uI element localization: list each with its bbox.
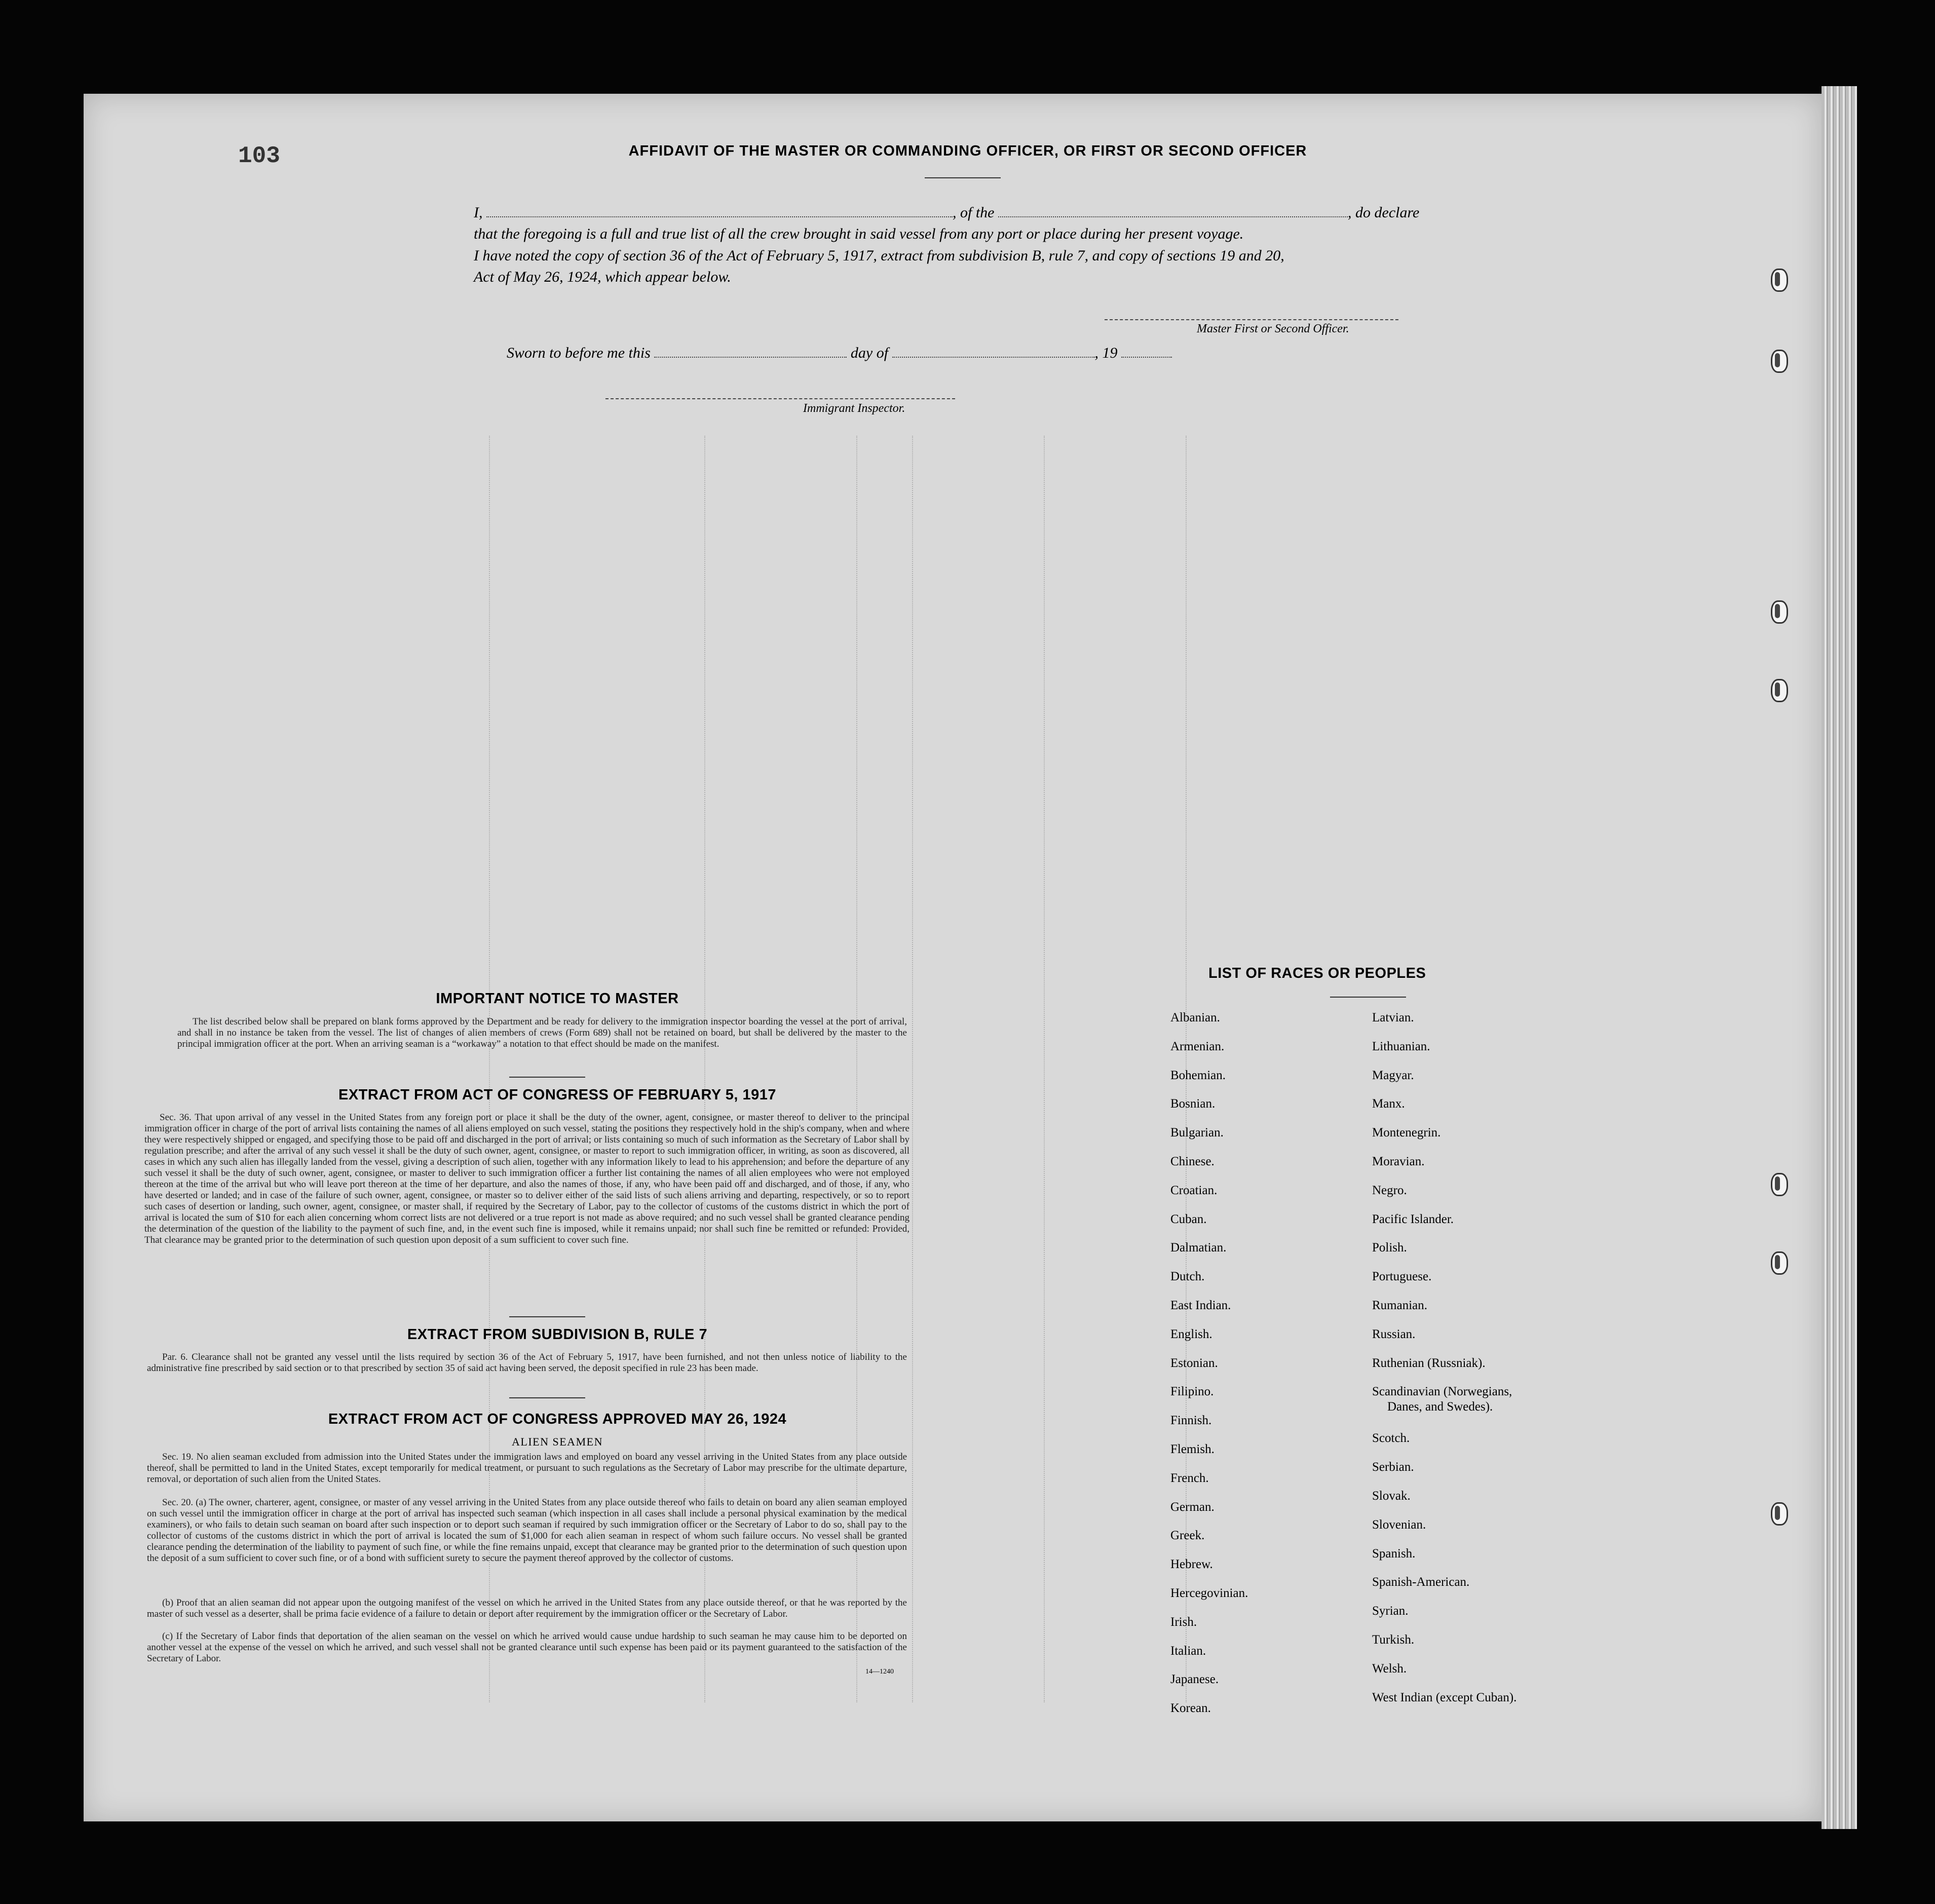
race-item: Scandinavian (Norwegians, [1372, 1385, 1512, 1399]
race-item: Chinese. [1170, 1155, 1215, 1168]
declaration-line-3: I have noted the copy of section 36 of the Act of February 5, 1917, extract from subdivision B, rule 7, and copy of sections 19 and 20, [474, 247, 1284, 264]
declaration-i: I, [474, 204, 483, 221]
punch-hole [1771, 1173, 1788, 1196]
name-blank [486, 204, 953, 217]
year-blank [1121, 345, 1172, 358]
alien-seamen-subtitle: ALIEN SEAMEN [512, 1435, 603, 1448]
bleed-through-rule [1044, 436, 1045, 1702]
divider [509, 1077, 585, 1078]
day-of-text: day of [850, 345, 889, 361]
declaration-declare: , do declare [1348, 204, 1420, 221]
race-item: Magyar. [1372, 1068, 1414, 1082]
declaration-line-4: Act of May 26, 1924, which appear below. [474, 269, 731, 285]
race-item: Pacific Islander. [1372, 1212, 1454, 1226]
race-item: Bohemian. [1170, 1068, 1226, 1082]
master-caption: Master First or Second Officer. [1197, 322, 1349, 335]
race-item: English. [1170, 1327, 1212, 1341]
race-item: Lithuanian. [1372, 1039, 1430, 1053]
punch-hole [1771, 350, 1788, 373]
race-item: Welsh. [1372, 1661, 1407, 1675]
race-item: Croatian. [1170, 1183, 1218, 1197]
sworn-line [507, 345, 1172, 362]
races-title: LIST OF RACES OR PEOPLES [1208, 965, 1426, 981]
race-item: Serbian. [1372, 1460, 1414, 1474]
race-item: Polish. [1372, 1241, 1407, 1255]
race-item: Estonian. [1170, 1356, 1218, 1370]
race-item: Dutch. [1170, 1270, 1205, 1284]
race-item: Scotch. [1372, 1431, 1410, 1445]
punch-hole [1771, 269, 1788, 292]
year-text: , 19 [1094, 345, 1118, 361]
day-blank [654, 345, 847, 358]
race-item: Cuban. [1170, 1212, 1207, 1226]
race-item: Danes, and Swedes). [1387, 1400, 1493, 1414]
race-item: Japanese. [1170, 1672, 1219, 1687]
race-item: Bosnian. [1170, 1097, 1216, 1111]
page-number: 103 [238, 143, 280, 169]
race-item: Irish. [1170, 1615, 1197, 1629]
page-edge [1822, 86, 1857, 1829]
vessel-blank [998, 204, 1348, 217]
bleed-through-rule [912, 436, 913, 1702]
declaration-line [474, 204, 1419, 221]
race-item: Korean. [1170, 1701, 1211, 1716]
rule7-title: EXTRACT FROM SUBDIVISION B, RULE 7 [407, 1326, 708, 1343]
race-item: Latvian. [1372, 1011, 1414, 1024]
declaration-line-2: that the foregoing is a full and true list of all the crew brought in said vessel from any port or place during her present voyage. [474, 225, 1244, 242]
race-item: Russian. [1372, 1327, 1416, 1341]
race-item: Turkish. [1372, 1633, 1415, 1647]
race-item: Slovenian. [1372, 1517, 1426, 1532]
race-item: Manx. [1372, 1097, 1405, 1111]
notice-title: IMPORTANT NOTICE TO MASTER [436, 991, 679, 1007]
race-item: Albanian. [1170, 1011, 1220, 1024]
race-item: Moravian. [1372, 1155, 1425, 1168]
race-item: Italian. [1170, 1644, 1206, 1658]
divider [925, 177, 1001, 178]
notice-body: The list described below shall be prepared on blank forms approved by the Department and be ready for delivery to the immigration inspector boarding the vessel at the port of arrival, and shall in no instance be taken from the vessel. The list of changes of alien members of crews (Form 689) shall not be retained on board, but shall be delivered by the master to the principal immigration officer at the port. When an arriving seaman is a “workaway” a notation to that effect should be made on the manifest. [177, 1016, 907, 1049]
race-item: Hercegovinian. [1170, 1586, 1248, 1600]
race-item: Negro. [1372, 1183, 1407, 1197]
race-item: Finnish. [1170, 1414, 1212, 1428]
sec20a-body: Sec. 20. (a) The owner, charterer, agent, consignee, or master of any vessel arriving in the United States from any place outside thereof who fails to detain on board any alien seaman employed on such vessel until the immigration officer in charge at the port of arrival has inspected such seaman (which inspection in all cases shall include a personal physical examination by the medical examiners), or who fails to detain such seaman on board after such inspection or to deport such seaman if required by such immigration officer or the Secretary of Labor to do so, shall pay to the collector of customs of the customs district in which the port of arrival is located the sum of $1,000 for each alien seaman in respect of whom such failure occurs. No vessel shall be granted clearance pending the determination of the liability to payment of such fine, or while the fine remains unpaid, except that clearance may be granted prior to the determination of such question upon the deposit of a sum sufficient to cover such fine, or of a bond with sufficient surety to secure the payment thereof approved by the collector of customs. [147, 1497, 907, 1564]
race-item: Bulgarian. [1170, 1126, 1224, 1140]
rule7-body: Par. 6. Clearance shall not be granted any vessel until the lists required by section 36 of the Act of February 5, 1917, have been furnished, and not then unless notice of liability to the administrative fine prescribed by said section or to that prescribed by section 35 of said act having been served, the deposit specified in rule 23 has been made. [147, 1352, 907, 1374]
master-signature-line [1105, 319, 1398, 320]
extract-1917-body: Sec. 36. That upon arrival of any vessel in the United States from any foreign port or place it shall be the duty of the owner, agent, consignee, or master thereof to deliver to the principal immigration officer in charge of the port of arrival lists containing the names of all aliens employed on such vessel, stating the positions they respectively hold in the ship's company, when and where they were respectively shipped or engaged, and specifying those to be paid off and discharged in the port of arrival; or lists containing so much of such information as the Secretary of Labor shall by regulation prescribe; and after the arrival of any such vessel it shall be the duty of such owner, agent, consignee, or master to report to such immigration officer, in writing, as soon as discovered, all cases in which any such alien has illegally landed from the vessel, giving a description of such alien, together with any information likely to lead to his apprehension; and before the departure of any such vessel it shall be the duty of such owner, agent, consignee, or master to deliver to such immigration officer a further list containing the names of all alien employees who were not employed thereon at the time of the arrival but who will leave port thereon at the time of her departure, and also the names of those, if any, who have been paid off and discharged, and of those, if any, who have deserted or landed; and in case of the failure of such owner, agent, consignee, or master so to deliver either of the said lists of such aliens arriving and departing, respectively, or so to report such cases of desertion or landing, such owner, agent, consignee, or master shall, if required by the Secretary of Labor, pay to the collector of customs of the customs district in which the port of arrival is located the sum of $10 for each alien concerning whom correct lists are not delivered or a true report is not made as above required; and no such vessel shall be granted clearance pending the determination of the question of the liability to the payment of such fine, and, in the event such fine is imposed, while it remains unpaid; nor shall such fine be remitted or refunded: Provided, That clearance may be granted prior to the determination of such question upon deposit of a sum sufficient to cover such fine. [144, 1112, 909, 1245]
race-item: East Indian. [1170, 1299, 1231, 1312]
race-item: Slovak. [1372, 1489, 1411, 1503]
punch-hole [1771, 600, 1788, 624]
inspector-signature-line [605, 398, 955, 399]
race-item: Rumanian. [1372, 1299, 1428, 1312]
race-item: Hebrew. [1170, 1557, 1213, 1572]
inspector-caption: Immigrant Inspector. [803, 402, 905, 415]
race-item: Armenian. [1170, 1039, 1225, 1053]
sworn-text: Sworn to before me this [507, 345, 651, 361]
race-item: Greek. [1170, 1529, 1205, 1543]
divider [1330, 997, 1406, 998]
form-code: 14—1240 [865, 1668, 894, 1675]
race-item: Spanish. [1372, 1546, 1416, 1560]
divider [509, 1316, 585, 1317]
race-item: Ruthenian (Russniak). [1372, 1356, 1486, 1370]
sec19-body: Sec. 19. No alien seaman excluded from admission into the United States under the immigration laws and employed on board any vessel arriving in the United States from any place outside thereof, shall be permitted to land in the United States, except temporarily for medical treatment, or pursuant to such regulations as the Secretary of Labor may prescribe for the ultimate departure, removal, or deportation of such alien from the United States. [147, 1452, 907, 1484]
race-item: German. [1170, 1500, 1215, 1514]
declaration-of-the: , of the [953, 204, 995, 221]
punch-hole [1771, 1502, 1788, 1526]
sec20c-body: (c) If the Secretary of Labor finds that deportation of the alien seaman on the vessel on which he arrived would cause undue hardship to such seaman he may cause him to be deported on another vessel at the expense of the vessel on which he arrived, and such vessel shall not be granted clearance until such expense has been paid or its payment guaranteed to the satisfaction of the Secretary of Labor. [147, 1631, 907, 1664]
race-item: Syrian. [1372, 1604, 1409, 1618]
race-item: West Indian (except Cuban). [1372, 1690, 1517, 1704]
race-item: Spanish-American. [1372, 1575, 1470, 1589]
affidavit-title: AFFIDAVIT OF THE MASTER OR COMMANDING OFFICER, OR FIRST OR SECOND OFFICER [628, 143, 1307, 159]
divider [509, 1397, 585, 1398]
month-blank [892, 345, 1095, 358]
punch-hole [1771, 679, 1788, 702]
race-item: Montenegrin. [1372, 1126, 1441, 1140]
extract-1924-title: EXTRACT FROM ACT OF CONGRESS APPROVED MAY 26, 1924 [328, 1411, 787, 1427]
race-item: Portuguese. [1372, 1270, 1432, 1284]
sec20b-body: (b) Proof that an alien seaman did not appear upon the outgoing manifest of the vessel on which he arrived in the United States from any place outside thereof, or that he was reported by the master of such vessel as a deserter, shall be prima facie evidence of a failure to detain or deport after requirement by the immigration officer or the Secretary of Labor. [147, 1597, 907, 1619]
race-item: Dalmatian. [1170, 1241, 1227, 1255]
race-item: Flemish. [1170, 1442, 1215, 1456]
race-item: French. [1170, 1471, 1209, 1485]
race-item: Filipino. [1170, 1385, 1214, 1399]
punch-hole [1771, 1251, 1788, 1275]
extract-1917-title: EXTRACT FROM ACT OF CONGRESS OF FEBRUARY 5, 1917 [338, 1087, 777, 1103]
